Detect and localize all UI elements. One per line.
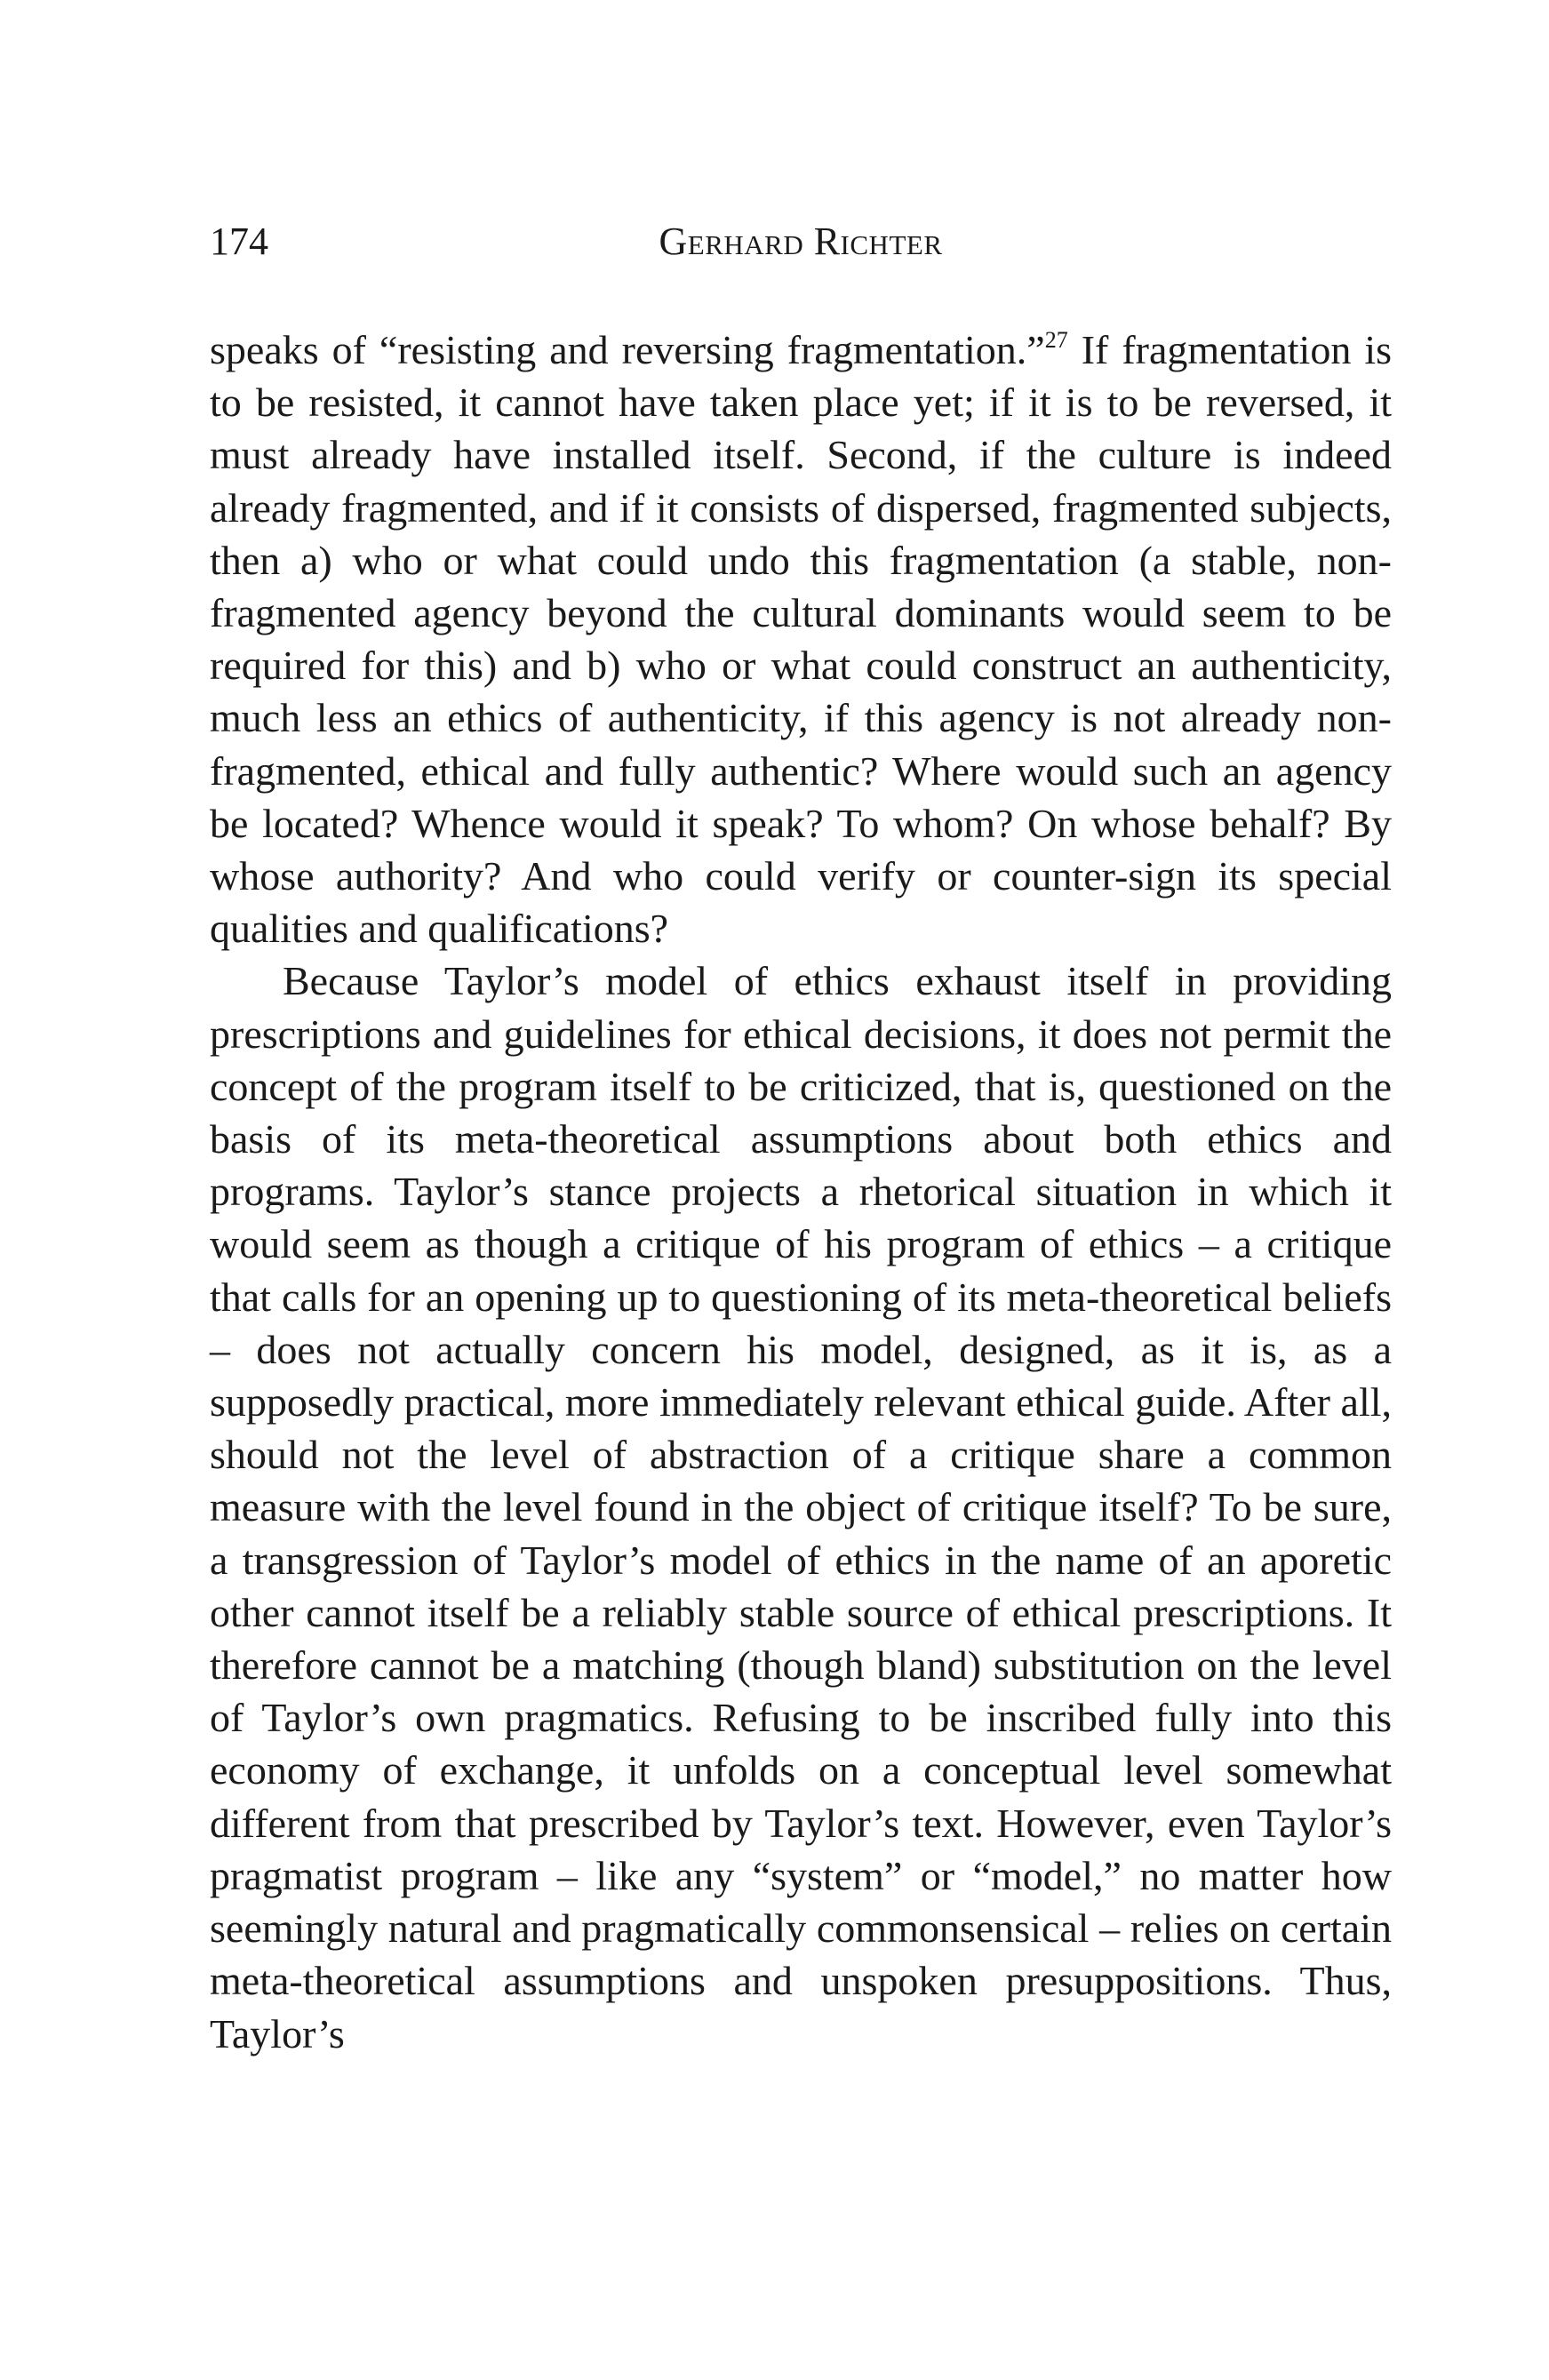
running-title: Gerhard Richter [659,220,943,263]
running-head [210,215,1392,277]
body-text [210,323,1392,2060]
paragraph-1-continuation: If fragmentation is to be resisted, it cannot have taken place yet; if it is to be reversed, it must already have installed itself. Second, if the culture is indeed already fragmented, and if it consists of dispersed, fragmented subjects, then a) who or what could undo this fragmentation (a stable, non-fragmented agency beyond the cultural dominants would seem to be required for this) and b) who or what could construct an authenticity, much less an ethics of authenticity, if this agency is not already non-fragmented, ethical and fully authentic? Where would such an agency be located? Whence would it speak? To whom? On whose behalf? By whose authority? And who could verify or counter-sign its special qualities and qualifications? [210,327,1393,952]
paragraph-2: Because Taylor’s model of ethics exhaust itself in providing prescriptions and guidelines for ethical decisions, it does not permit the concept of the program itself to be criticized, that is, questioned on the basis of its meta-theoretical assumptions about both ethics and programs. Taylor’s stance projects a rhetorical situation in which it would seem as though a critique of his program of ethics – a critique that calls for an opening up to questioning of its meta-theoretical beliefs – does not actually concern his model, designed, as it is, as a supposedly practical, more immediately relevant ethical guide. After all, should not the level of abstraction of a critique share a common measure with the level found in the object of critique itself? To be sure, a transgression of Taylor’s model of ethics in the name of an aporetic other cannot itself be a reliably stable source of ethical prescriptions. It therefore cannot be a matching (though bland) substitution on the level of Taylor’s own pragmatics. Refusing to be inscribed fully into this economy of exchange, it unfolds on a conceptual level somewhat different from that prescribed by Taylor’s text. However, even Taylor’s pragmatist program – like any “system” or “model,” no matter how seemingly natural and pragmatically commonsensical – relies on certain meta-theoretical assumptions and unspoken presuppositions. Thus, Taylor’s [210,958,1392,2057]
paragraph-1-opening: speaks of “resisting and reversing fragmentation.” [210,327,1045,372]
footnote-reference: 27 [1044,327,1068,353]
paragraph-1 [210,323,1392,954]
page-number: 174 [210,220,268,263]
